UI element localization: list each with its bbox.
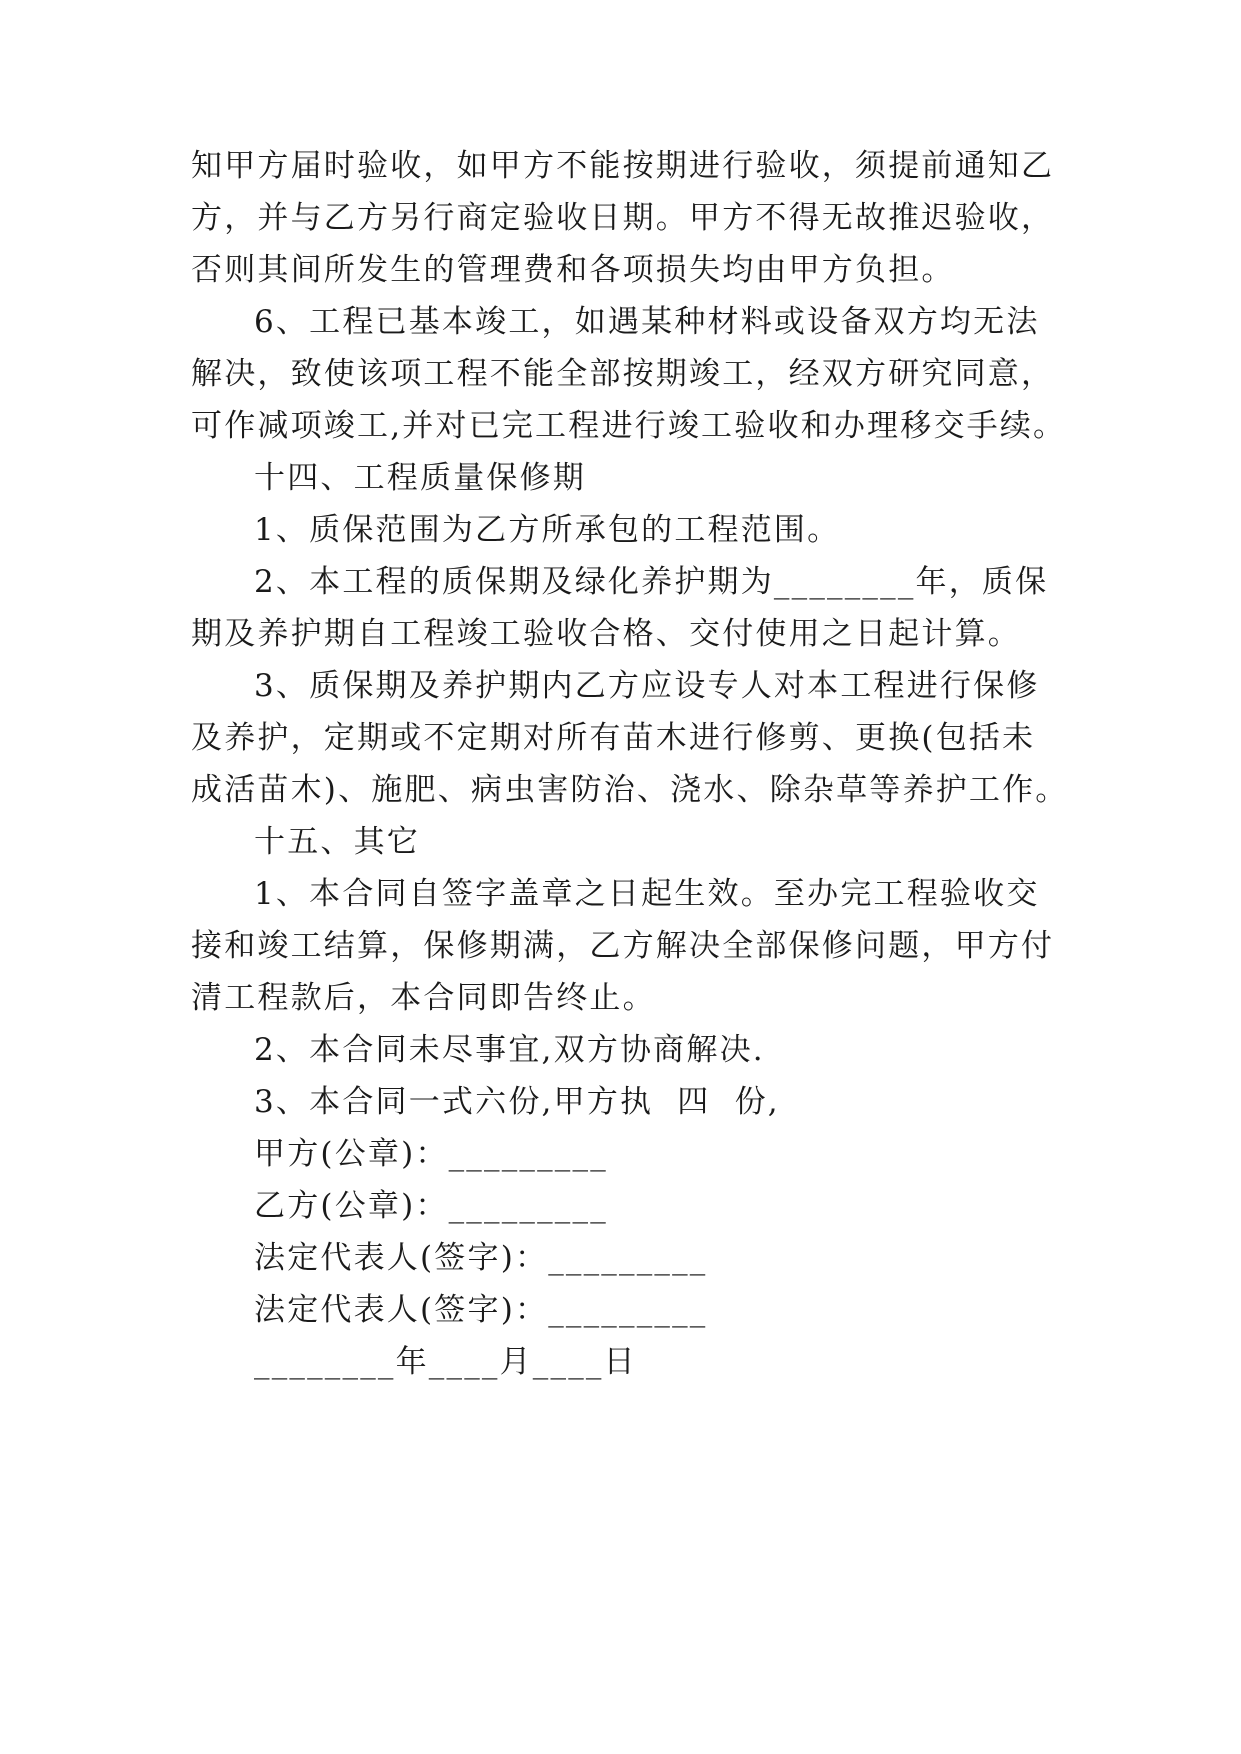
clause-3: 3、质保期及养护期内乙方应设专人对本工程进行保修 bbox=[254, 668, 1040, 704]
paragraph-line: 方，并与乙方另行商定验收日期。甲方不得无故推迟验收， bbox=[191, 200, 1055, 236]
paragraph-line: 期及养护期自工程竣工验收合格、交付使用之日起计算。 bbox=[191, 616, 1021, 652]
paragraph-line: 否则其间所发生的管理费和各项损失均由甲方负担。 bbox=[191, 252, 955, 288]
legal-rep-signature-line: 法定代表人(签字)：_________ bbox=[254, 1240, 708, 1276]
paragraph-line: 接和竣工结算，保修期满，乙方解决全部保修问题，甲方付 bbox=[191, 928, 1055, 964]
clause-2: 2、本合同未尽事宜,双方协商解决. bbox=[254, 1032, 765, 1068]
paragraph-line: 成活苗木)、施肥、病虫害防治、浇水、除杂草等养护工作。 bbox=[191, 772, 1069, 808]
clause-6: 6、工程已基本竣工，如遇某种材料或设备双方均无法 bbox=[254, 304, 1040, 340]
date-line: ________年____月____日 bbox=[254, 1344, 637, 1380]
paragraph-line: 可作减项竣工,并对已完工程进行竣工验收和办理移交手续。 bbox=[191, 408, 1067, 444]
paragraph-line: 清工程款后，本合同即告终止。 bbox=[191, 980, 656, 1016]
paragraph-line: 及养护，定期或不定期对所有苗木进行修剪、更换(包括未 bbox=[191, 720, 1036, 756]
clause-1: 1、本合同自签字盖章之日起生效。至办完工程验收交 bbox=[254, 876, 1040, 912]
paragraph-line: 知甲方届时验收，如甲方不能按期进行验收，须提前通知乙 bbox=[191, 148, 1055, 184]
clause-3: 3、本合同一式六份,甲方执 四 份, bbox=[254, 1084, 780, 1120]
section-heading-14: 十四、工程质量保修期 bbox=[254, 460, 586, 496]
legal-rep-signature-line: 法定代表人(签字)：_________ bbox=[254, 1292, 708, 1328]
party-b-seal-line: 乙方(公章)：_________ bbox=[254, 1188, 608, 1224]
clause-1: 1、质保范围为乙方所承包的工程范围。 bbox=[254, 512, 841, 548]
party-a-seal-line: 甲方(公章)：_________ bbox=[254, 1136, 608, 1172]
paragraph-line: 解决，致使该项工程不能全部按期竣工，经双方研究同意， bbox=[191, 356, 1055, 392]
section-heading-15: 十五、其它 bbox=[254, 824, 420, 860]
clause-2: 2、本工程的质保期及绿化养护期为________年，质保 bbox=[254, 564, 1049, 600]
